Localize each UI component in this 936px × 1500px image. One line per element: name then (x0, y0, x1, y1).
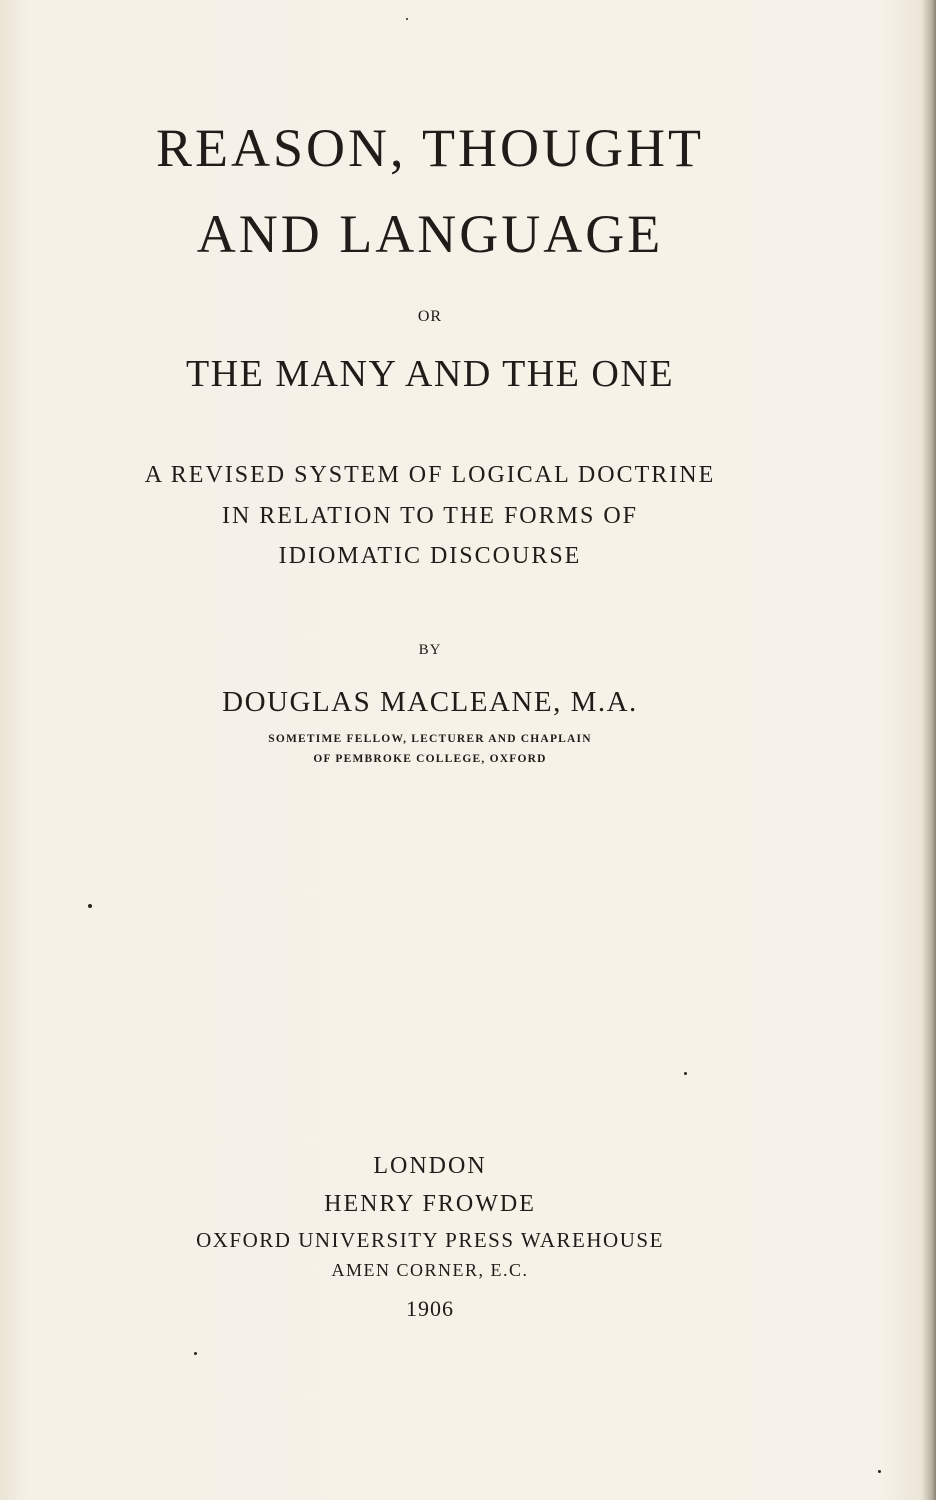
paper-speck (878, 1470, 881, 1473)
publisher-address: AMEN CORNER, E.C. (331, 1260, 529, 1280)
paper-speck (684, 1072, 687, 1075)
description-line-2: IN RELATION TO THE FORMS OF (221, 503, 639, 529)
paper-speck (88, 904, 92, 908)
book-title-line-2: AND LANGUAGE (196, 204, 664, 264)
title-conjunction: OR (417, 308, 443, 325)
by-label: BY (418, 642, 442, 658)
paper-speck (406, 18, 408, 20)
publisher-city: LONDON (373, 1153, 487, 1179)
author-affiliation-line-1: SOMETIME FELLOW, LECTURER AND CHAPLAIN (268, 733, 592, 745)
publisher-name: HENRY FROWDE (324, 1191, 536, 1217)
publication-year: 1906 (406, 1296, 454, 1321)
description-line-3: IDIOMATIC DISCOURSE (278, 543, 582, 569)
book-title-line-1: REASON, THOUGHT (155, 118, 704, 178)
page-edge-shadow (922, 0, 936, 1500)
paper-speck (194, 1352, 197, 1355)
author-name: DOUGLAS MACLEANE, M.A. (222, 686, 638, 718)
author-affiliation-line-2: OF PEMBROKE COLLEGE, OXFORD (313, 753, 547, 765)
alternate-title: THE MANY AND THE ONE (185, 353, 675, 395)
publisher-house: OXFORD UNIVERSITY PRESS WAREHOUSE (196, 1228, 664, 1252)
description-line-1: A REVISED SYSTEM OF LOGICAL DOCTRINE (144, 462, 716, 488)
